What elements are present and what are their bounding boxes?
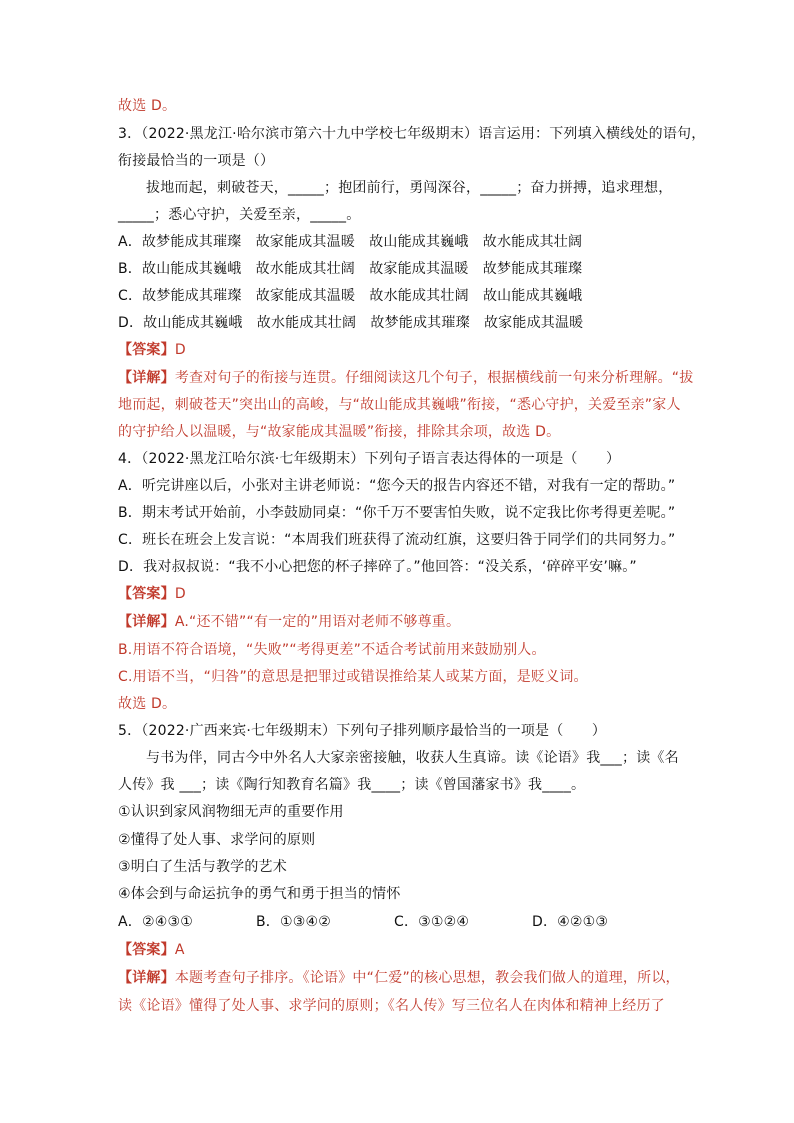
answer-label: 【答案】 (118, 586, 175, 602)
q5-choices (118, 912, 670, 932)
q5-detail-line2: 读《论语》懂得了处人事、求学问的原则；《名人传》写三位名人在肉体和精神上经历了 (118, 998, 665, 1014)
q5-item-2: ②懂得了处人事、求学问的原则 (118, 832, 316, 848)
q3-detail-line2: 地而起，刺破苍天”突出山的高峻，与“故山能成其巍峨”衔接，“悉心守护，关爱至亲”家人 (118, 397, 681, 413)
answer-value: A (174, 942, 185, 958)
q5-item-3: ③明白了生活与教学的艺术 (118, 859, 287, 875)
q2-conclusion: 故选 D。 (118, 98, 177, 114)
q4-detail-line3: C.用语不当，“归咎”的意思是把罪过或错误推给某人或某方面，是贬义词。 (118, 669, 588, 685)
q4-option-b: B．期末考试开始前，小李鼓励同桌：“你千万不要害怕失败，说不定我比你考得更差呢。” (118, 505, 676, 521)
q5-item-4: ④体会到与命运抗争的勇气和勇于担当的情怀 (118, 886, 401, 902)
q3-heading: 3．（2022·黑龙江·哈尔滨市第六十九中学校七年级期末）语言运用：下列填入横线处的语句， (118, 126, 706, 142)
q3-heading-cont: 衔接最恰当的一项是（） (118, 153, 275, 169)
q5-stem-line2: 人传》我 ___；读《陶行知教育名篇》我____；读《曾国藩家书》我____。 (118, 777, 586, 793)
q4-detail-line2: B.用语不符合语境，“失败”“考得更差”不适合考试前用来鼓励别人。 (118, 642, 546, 658)
answer-label: 【答案】 (118, 942, 175, 958)
q3-stem-line2: _____；悉心守护，关爱至亲，_____。 (118, 207, 361, 223)
q3-option-a: A．故梦能成其璀璨 故家能成其温暖 故山能成其巍峨 故水能成其壮阔 (118, 234, 583, 250)
q4-conclusion: 故选 D。 (118, 696, 177, 712)
q3-answer (118, 340, 186, 360)
q5-answer (118, 940, 185, 960)
detail-label: 【详解】 (118, 614, 175, 630)
answer-label: 【答案】 (118, 342, 175, 358)
q5-detail-line1 (118, 968, 680, 988)
detail-text: 本题考查句子排序。《论语》中“仁爱”的核心思想，教会我们做人的道理，所以， (174, 970, 680, 986)
q3-stem-line1: 拔地而起，刺破苍天，_____；抱团前行，勇闯深谷，_____；奋力拼搏，追求理想， (146, 180, 673, 196)
q4-option-d: D．我对叔叔说：“我不小心把您的杯子摔碎了。”他回答：“没关系，‘碎碎平安’嘛。” (118, 559, 637, 575)
q5-heading: 5．（2022·广西来宾·七年级期末）下列句子排列顺序最恰当的一项是（ ） (118, 723, 607, 739)
q5-choice-b: B．①③④② (256, 914, 332, 930)
q4-option-c: C．班长在班会上发言说：“本周我们班获得了流动红旗，这要归咎于同学们的共同努力。” (118, 532, 676, 548)
q4-heading: 4．（2022·黑龙江哈尔滨·七年级期末）下列句子语言表达得体的一项是（ ） (118, 451, 621, 467)
q3-option-d: D．故山能成其巍峨 故水能成其壮阔 故梦能成其璀璨 故家能成其温暖 (118, 315, 584, 331)
detail-text: 考查对句子的衔接与连贯。仔细阅读这几个句子，根据横线前一句来分析理解。“拔 (174, 370, 694, 386)
q5-choice-a: A．②④③① (118, 914, 193, 930)
q5-choice-c: C．③①②④ (394, 914, 470, 930)
q4-answer (118, 584, 186, 604)
answer-value: D (174, 586, 186, 602)
detail-label: 【详解】 (118, 370, 175, 386)
answer-value: D (174, 342, 186, 358)
q3-detail-line3: 的守护给人以温暖，与“故家能成其温暖”衔接，排除其余项，故选 D。 (118, 424, 561, 440)
detail-label: 【详解】 (118, 970, 175, 986)
q4-option-a: A．听完讲座以后，小张对主讲老师说：“您今天的报告内容还不错，对我有一定的帮助。” (118, 478, 676, 494)
q3-option-c: C．故梦能成其璀璨 故家能成其温暖 故水能成其壮阔 故山能成其巍峨 (118, 288, 583, 304)
q3-detail-line1 (118, 368, 693, 388)
q3-option-b: B．故山能成其巍峨 故水能成其壮阔 故家能成其温暖 故梦能成其璀璨 (118, 261, 583, 277)
q5-item-1: ①认识到家风润物细无声的重要作用 (118, 804, 344, 820)
q5-stem-line1: 与书为伴，同古今中外名人大家亲密接触，收获人生真谛。读《论语》我___；读《名 (146, 750, 679, 766)
q5-choice-d: D．④②①③ (532, 914, 609, 930)
detail-text: A.“还不错”“有一定的”用语对老师不够尊重。 (174, 614, 461, 630)
q4-detail-line1 (118, 612, 460, 632)
